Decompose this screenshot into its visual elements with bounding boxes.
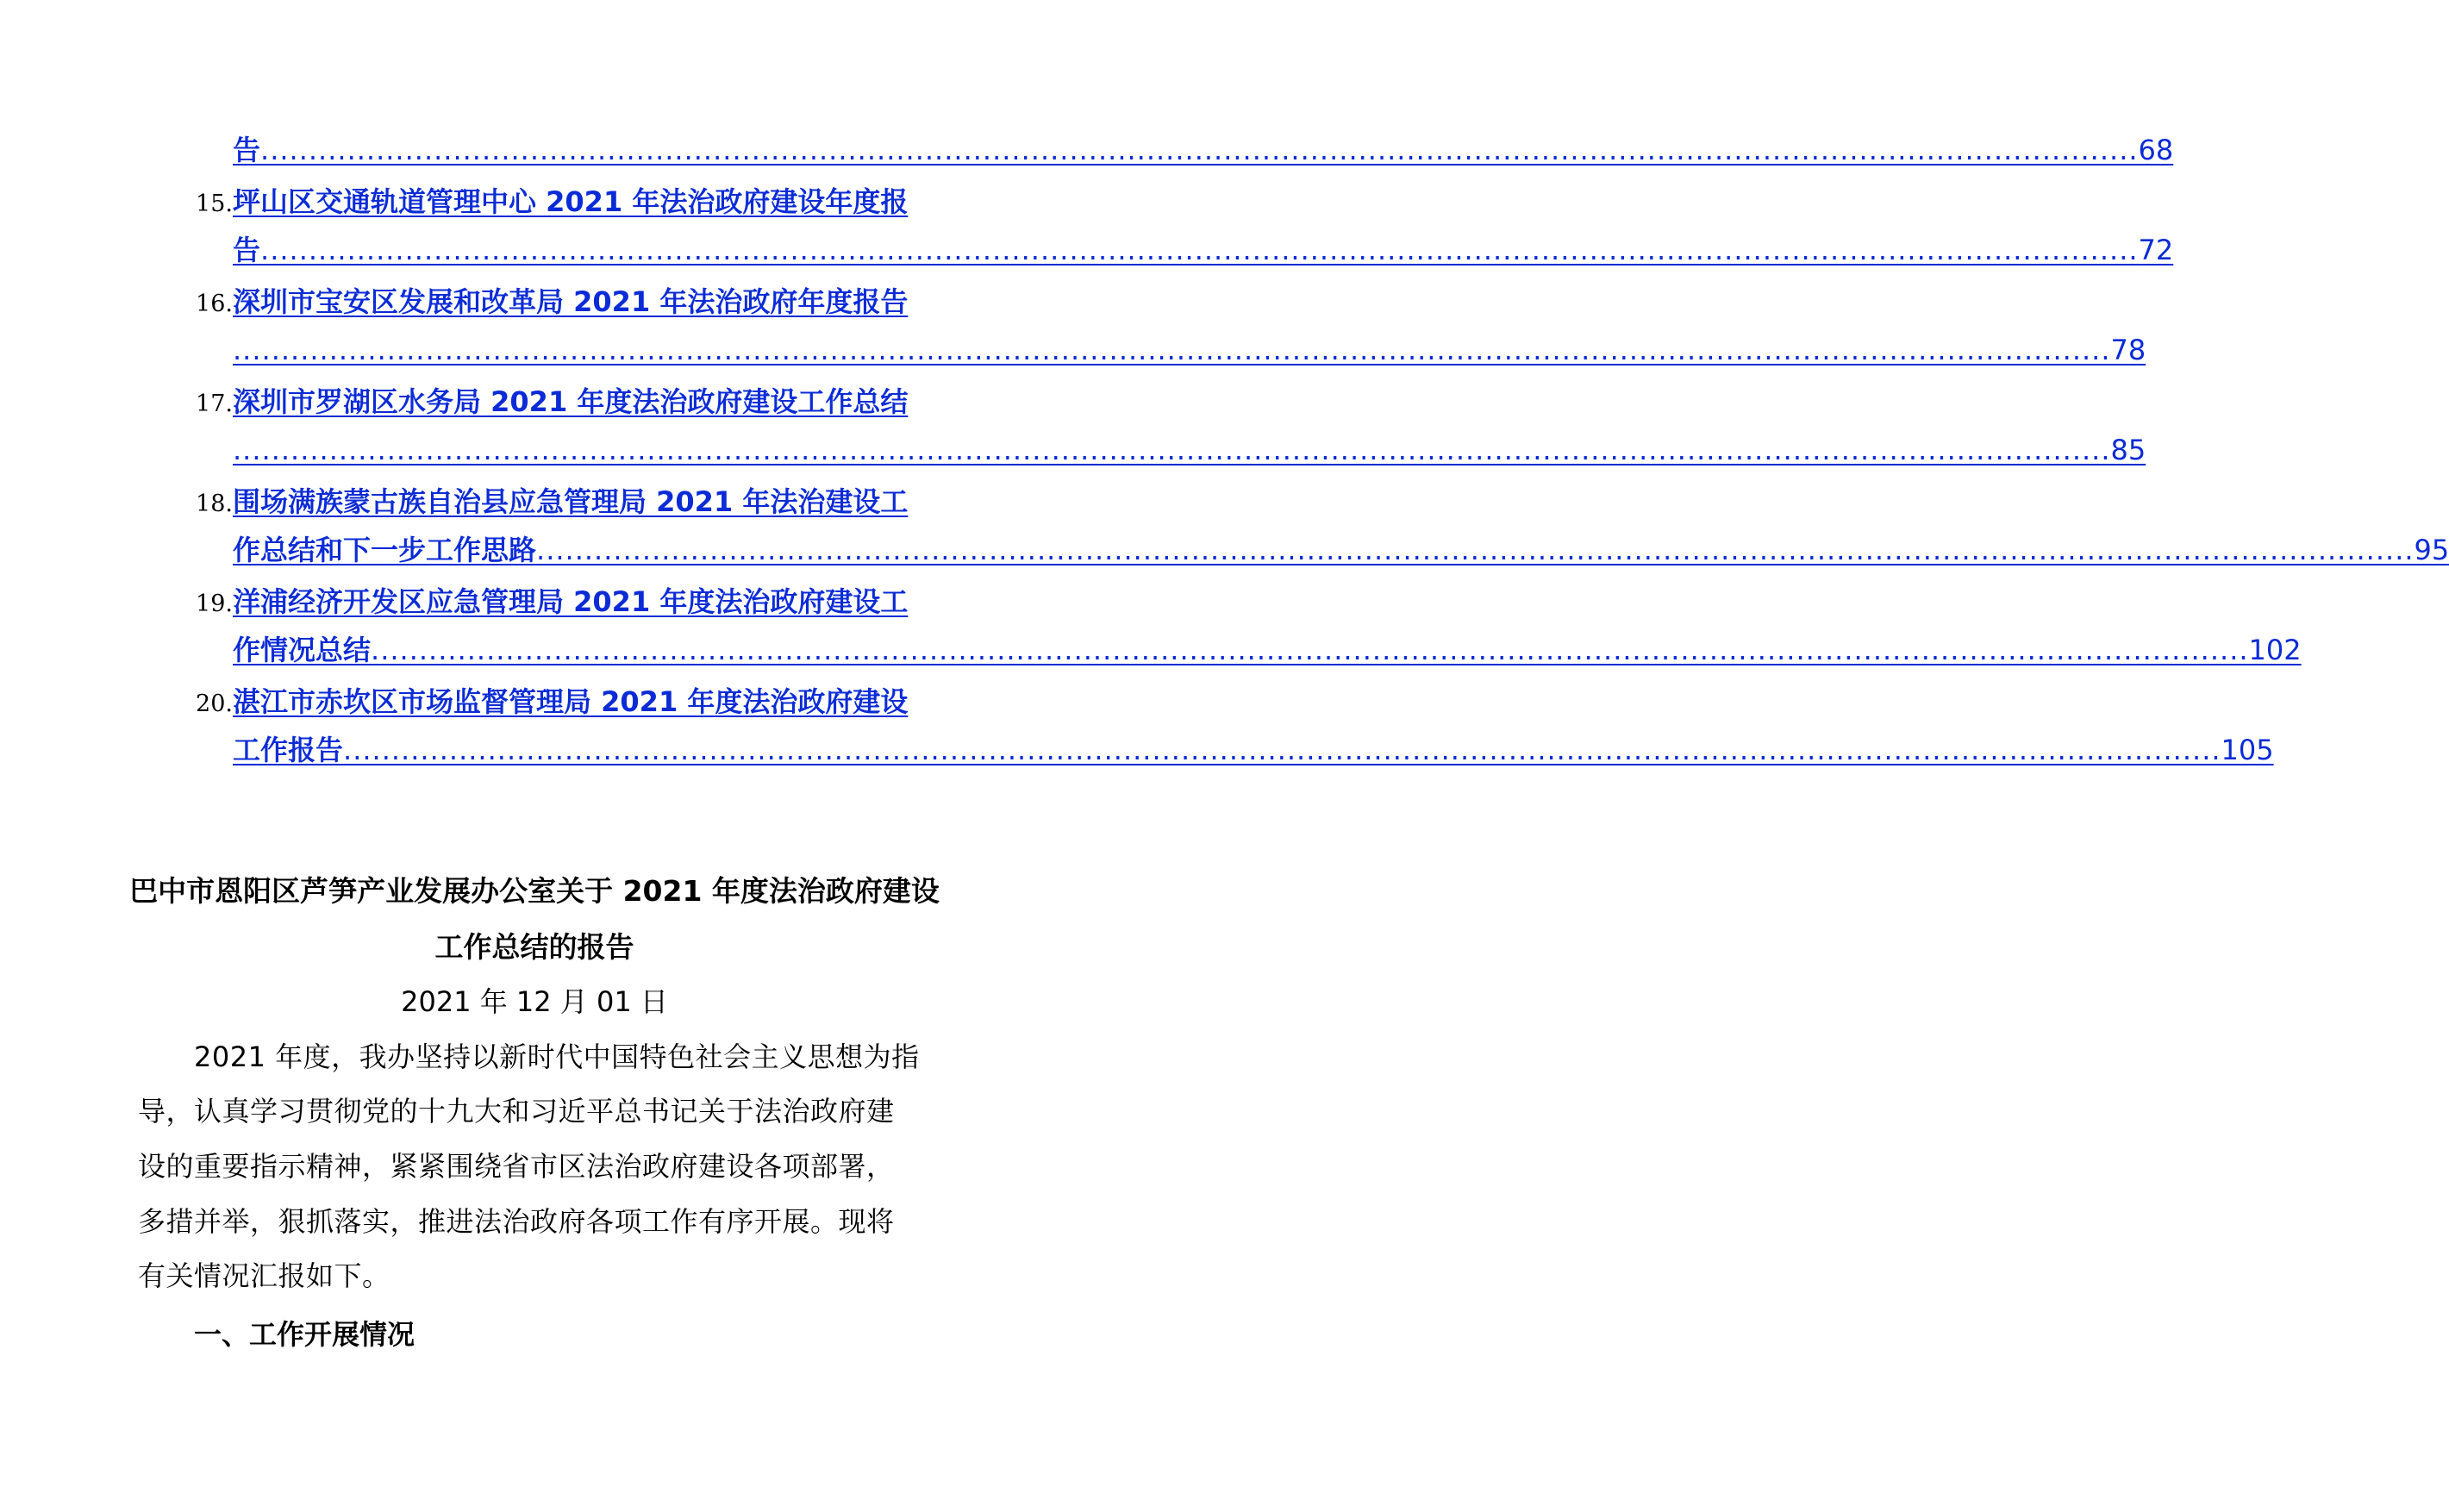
toc-entry-18-link[interactable] [233, 526, 2449, 574]
toc-entry-17-link[interactable] [233, 426, 2146, 474]
toc-page-number: 105 [2221, 734, 2274, 766]
toc-entry-18 [196, 478, 909, 526]
toc-entry-19-title-link[interactable]: 洋浦经济开发区应急管理局 2021 年度法治政府建设工 [233, 585, 909, 618]
document-title-line1: 巴中市恩阳区芦笋产业发展办公室关于 2021 年度法治政府建设 [129, 874, 940, 908]
toc-entry-15-title-link[interactable]: 坪山区交通轨道管理中心 2021 年法治政府建设年度报 [233, 185, 909, 218]
toc-entry-17-title-link[interactable]: 深圳市罗湖区水务局 2021 年度法治政府建设工作总结 [233, 385, 909, 418]
paragraph-line: 多措并举，狠抓落实，推进法治政府各项工作有序开展。现将 [138, 1205, 895, 1238]
toc-entry-17 [196, 378, 909, 426]
document-date: 2021 年 12 月 01 日 [401, 985, 668, 1018]
toc-entry-title-line2: 作总结和下一步工作思路 [233, 534, 537, 566]
toc-entry-14-link[interactable] [233, 126, 2174, 174]
toc-entry-16 [196, 278, 909, 326]
toc-entry-15-link[interactable] [233, 226, 2174, 274]
toc-leader-dots: ................................................................................................................................................................................................... [536, 534, 2415, 566]
toc-entry-number: 18. [196, 490, 233, 517]
toc-entry-number: 19. [196, 590, 233, 617]
toc-entry-title-line2: 工作报告 [233, 734, 344, 766]
toc-entry-number: 17. [196, 390, 233, 417]
document-title-line2: 工作总结的报告 [434, 930, 634, 964]
paragraph-line: 2021 年度，我办坚持以新时代中国特色社会主义思想为指 [194, 1040, 920, 1073]
paragraph-line: 设的重要指示精神，紧紧围绕省市区法治政府建设各项部署， [138, 1150, 895, 1183]
toc-leader-dots: ................................................................................................................................................................................................... [371, 634, 2249, 666]
toc-entry-15 [196, 178, 909, 226]
toc-entry-16-title-link[interactable]: 深圳市宝安区发展和改革局 2021 年法治政府年度报告 [233, 285, 909, 318]
toc-leader-dots: ................................................................................................................................................................................................... [260, 134, 2139, 166]
toc-page-number: 95 [2414, 534, 2449, 566]
toc-entry-20-link[interactable] [233, 726, 2274, 774]
toc-entry-number: 16. [196, 291, 233, 317]
toc-page-number: 68 [2138, 134, 2174, 166]
toc-page-number: 72 [2138, 234, 2174, 266]
toc-leader-dots: ................................................................................................................................................................................................... [343, 734, 2221, 766]
toc-page-number: 85 [2110, 434, 2146, 466]
toc-entry-19-link[interactable] [233, 626, 2302, 674]
toc-leader-dots: ................................................................................................................................................................................................... [233, 334, 2111, 366]
toc-entry-title-line2: 告 [233, 134, 261, 166]
toc-entry-number: 20. [196, 690, 233, 717]
toc-page-number: 78 [2110, 334, 2146, 366]
toc-entry-20-title-link[interactable]: 湛江市赤坎区市场监督管理局 2021 年度法治政府建设 [233, 685, 909, 718]
toc-leader-dots: ................................................................................................................................................................................................... [260, 234, 2139, 266]
toc-leader-dots: ................................................................................................................................................................................................... [233, 434, 2111, 466]
toc-entry-19 [196, 578, 909, 626]
toc-entry-18-title-link[interactable]: 围场满族蒙古族自治县应急管理局 2021 年法治建设工 [233, 485, 909, 518]
toc-page-number: 102 [2248, 634, 2302, 666]
paragraph-line: 导，认真学习贯彻党的十九大和习近平总书记关于法治政府建 [138, 1095, 895, 1128]
toc-entry-title-line2: 告 [233, 234, 261, 266]
toc-entry-20 [196, 678, 909, 726]
toc-entry-title-line2: 作情况总结 [233, 634, 372, 666]
toc-entry-16-link[interactable] [233, 326, 2146, 374]
section-heading: 一、工作开展情况 [194, 1318, 415, 1351]
toc-entry-number: 15. [196, 191, 233, 217]
paragraph-line: 有关情况汇报如下。 [138, 1259, 390, 1292]
